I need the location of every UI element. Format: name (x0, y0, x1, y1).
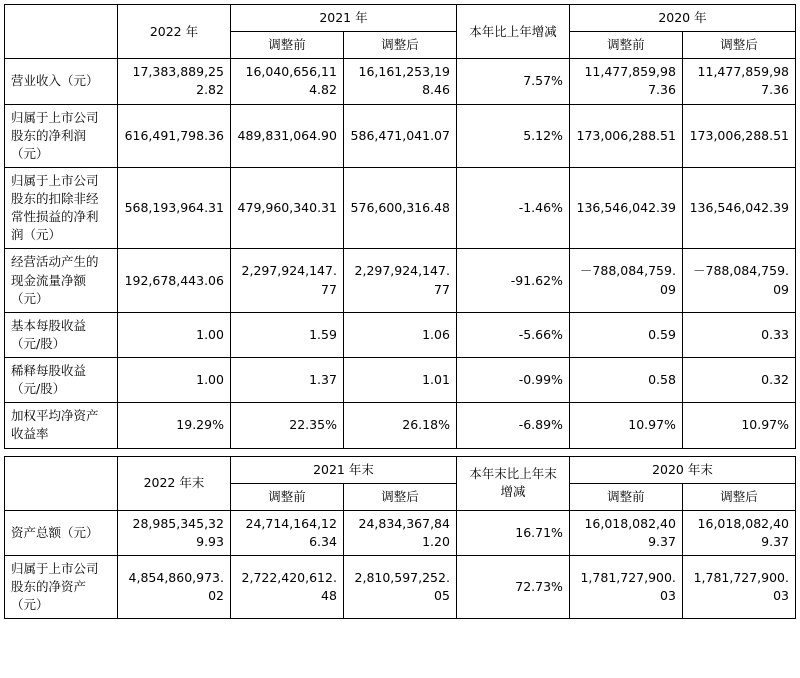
cell-2020-before: 0.59 (569, 312, 682, 357)
sub-header-2020-before: 调整前 (569, 483, 682, 510)
cell-2021-before: 16,040,656,114.82 (230, 59, 343, 104)
corner-cell (5, 456, 118, 510)
cell-2022: 19.29% (117, 403, 230, 448)
col-header-2022: 2022 年末 (117, 456, 230, 510)
cell-2021-after: 586,471,041.07 (343, 104, 456, 167)
row-label: 资产总额（元） (5, 510, 118, 555)
sub-header-2021-after: 调整后 (343, 32, 456, 59)
cell-2020-after: 1,781,727,900.03 (682, 556, 795, 619)
row-label: 加权平均净资产收益率 (5, 403, 118, 448)
cell-2021-before: 479,960,340.31 (230, 167, 343, 249)
table-row (5, 403, 796, 448)
table-row (5, 249, 796, 312)
cell-2020-after: 10.97% (682, 403, 795, 448)
cell-2021-before: 489,831,064.90 (230, 104, 343, 167)
cell-2020-before: －788,084,759.09 (569, 249, 682, 312)
cell-2022: 616,491,798.36 (117, 104, 230, 167)
table-header-row-1 (5, 456, 796, 483)
table-row (5, 358, 796, 403)
cell-2021-after: 2,810,597,252.05 (343, 556, 456, 619)
cell-2020-before: 0.58 (569, 358, 682, 403)
sub-header-2020-after: 调整后 (682, 483, 795, 510)
cell-2020-before: 173,006,288.51 (569, 104, 682, 167)
col-header-2021-group: 2021 年末 (230, 456, 456, 483)
col-header-2020-group: 2020 年 (569, 5, 795, 32)
row-label: 归属于上市公司股东的净资产（元） (5, 556, 118, 619)
cell-2022: 17,383,889,252.82 (117, 59, 230, 104)
cell-change: 7.57% (456, 59, 569, 104)
corner-cell (5, 5, 118, 59)
cell-2020-after: 173,006,288.51 (682, 104, 795, 167)
cell-change: -91.62% (456, 249, 569, 312)
sub-header-2020-after: 调整后 (682, 32, 795, 59)
cell-2022: 568,193,964.31 (117, 167, 230, 249)
income-statement-table (4, 4, 796, 449)
col-header-change: 本年末比上年末增减 (456, 456, 569, 510)
cell-2021-after: 24,834,367,841.20 (343, 510, 456, 555)
row-label: 基本每股收益（元/股） (5, 312, 118, 357)
cell-2022: 192,678,443.06 (117, 249, 230, 312)
cell-2021-after: 1.01 (343, 358, 456, 403)
cell-change: -5.66% (456, 312, 569, 357)
table-row (5, 59, 796, 104)
cell-2020-after: 16,018,082,409.37 (682, 510, 795, 555)
col-header-2021-group: 2021 年 (230, 5, 456, 32)
col-header-change: 本年比上年增减 (456, 5, 569, 59)
table-header-row-1 (5, 5, 796, 32)
col-header-2022: 2022 年 (117, 5, 230, 59)
table-separator (4, 449, 796, 456)
sub-header-2021-before: 调整前 (230, 32, 343, 59)
cell-2021-after: 26.18% (343, 403, 456, 448)
cell-2021-after: 576,600,316.48 (343, 167, 456, 249)
cell-2021-before: 1.59 (230, 312, 343, 357)
cell-2020-before: 11,477,859,987.36 (569, 59, 682, 104)
cell-2021-after: 16,161,253,198.46 (343, 59, 456, 104)
cell-change: 5.12% (456, 104, 569, 167)
cell-2020-before: 136,546,042.39 (569, 167, 682, 249)
sub-header-2020-before: 调整前 (569, 32, 682, 59)
table-row (5, 312, 796, 357)
cell-2020-after: 0.33 (682, 312, 795, 357)
table-row (5, 510, 796, 555)
cell-2020-before: 10.97% (569, 403, 682, 448)
cell-2022: 28,985,345,329.93 (117, 510, 230, 555)
row-label: 稀释每股收益（元/股） (5, 358, 118, 403)
cell-change: -0.99% (456, 358, 569, 403)
cell-2020-before: 16,018,082,409.37 (569, 510, 682, 555)
cell-2020-after: 11,477,859,987.36 (682, 59, 795, 104)
row-label: 营业收入（元） (5, 59, 118, 104)
cell-change: 16.71% (456, 510, 569, 555)
cell-2020-before: 1,781,727,900.03 (569, 556, 682, 619)
cell-2020-after: －788,084,759.09 (682, 249, 795, 312)
table-row (5, 556, 796, 619)
cell-2022: 1.00 (117, 358, 230, 403)
cell-change: -6.89% (456, 403, 569, 448)
row-label: 经营活动产生的现金流量净额（元） (5, 249, 118, 312)
cell-change: -1.46% (456, 167, 569, 249)
balance-sheet-table (4, 456, 796, 620)
cell-2022: 1.00 (117, 312, 230, 357)
sub-header-2021-before: 调整前 (230, 483, 343, 510)
cell-2021-before: 1.37 (230, 358, 343, 403)
cell-2021-before: 2,297,924,147.77 (230, 249, 343, 312)
table-row (5, 167, 796, 249)
row-label: 归属于上市公司股东的扣除非经常性损益的净利润（元） (5, 167, 118, 249)
cell-2020-after: 0.32 (682, 358, 795, 403)
cell-change: 72.73% (456, 556, 569, 619)
cell-2022: 4,854,860,973.02 (117, 556, 230, 619)
cell-2020-after: 136,546,042.39 (682, 167, 795, 249)
row-label: 归属于上市公司股东的净利润（元） (5, 104, 118, 167)
cell-2021-after: 2,297,924,147.77 (343, 249, 456, 312)
sub-header-2021-after: 调整后 (343, 483, 456, 510)
cell-2021-before: 2,722,420,612.48 (230, 556, 343, 619)
table-row (5, 104, 796, 167)
cell-2021-before: 22.35% (230, 403, 343, 448)
cell-2021-after: 1.06 (343, 312, 456, 357)
cell-2021-before: 24,714,164,126.34 (230, 510, 343, 555)
col-header-2020-group: 2020 年末 (569, 456, 795, 483)
